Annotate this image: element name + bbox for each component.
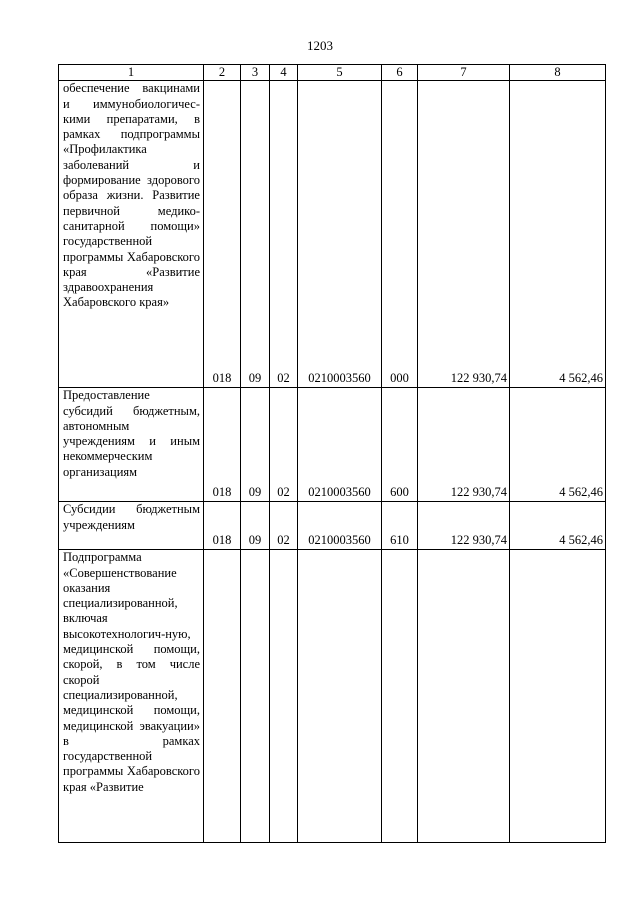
row-target-cell: 0210003560 xyxy=(298,81,382,388)
row-name-cell: обеспечение вакцинами и иммунобиологичес-кими препаратами, в рамках подпрограммы «Профилактика заболеваний и формирование здорового образа жизни. Развитие первичной медико-санитарной помощи» государственной программы Хабаровского края «Развитие здравоохранения Хабаровского края» xyxy=(59,81,204,388)
header-cell: 6 xyxy=(382,65,418,81)
row-code-cell: 018 xyxy=(204,81,241,388)
header-cell: 3 xyxy=(241,65,270,81)
table-row xyxy=(59,81,606,388)
row-amount-cell xyxy=(418,550,510,843)
row-name-cell: Предоставление субсидий бюджетным, автономным учреждениям и иным некоммерческим организациям xyxy=(59,388,204,502)
row-amount-cell: 4 562,46 xyxy=(510,502,606,550)
row-amount-cell: 4 562,46 xyxy=(510,388,606,502)
row-target-cell: 0210003560 xyxy=(298,388,382,502)
header-cell: 2 xyxy=(204,65,241,81)
budget-table xyxy=(58,64,606,843)
header-cell: 1 xyxy=(59,65,204,81)
row-type-cell: 610 xyxy=(382,502,418,550)
table-row xyxy=(59,502,606,550)
row-section-cell xyxy=(241,550,270,843)
row-amount-cell xyxy=(510,550,606,843)
row-section-cell: 09 xyxy=(241,388,270,502)
row-type-cell: 600 xyxy=(382,388,418,502)
table-row xyxy=(59,550,606,843)
row-name-cell: Подпрограмма «Совершенствование оказания специализированной, включая высокотехнологич-ную, медицинской помощи, скорой, в том числе скорой специализированной, медицинской помощи, медицинской эвакуации» в рамках государственной программы Хабаровского края «Развитие xyxy=(59,550,204,843)
row-name-cell: Субсидии бюджетным учреждениям xyxy=(59,502,204,550)
row-type-cell xyxy=(382,550,418,843)
page-number: 1203 xyxy=(307,38,333,53)
row-section-cell: 09 xyxy=(241,81,270,388)
row-code-cell: 018 xyxy=(204,388,241,502)
row-amount-cell: 122 930,74 xyxy=(418,388,510,502)
row-amount-cell: 122 930,74 xyxy=(418,502,510,550)
row-subsection-cell: 02 xyxy=(270,81,298,388)
row-code-cell: 018 xyxy=(204,502,241,550)
header-cell: 7 xyxy=(418,65,510,81)
header-cell: 5 xyxy=(298,65,382,81)
row-amount-cell: 122 930,74 xyxy=(418,81,510,388)
row-target-cell xyxy=(298,550,382,843)
row-section-cell: 09 xyxy=(241,502,270,550)
row-subsection-cell xyxy=(270,550,298,843)
row-amount-cell: 4 562,46 xyxy=(510,81,606,388)
row-subsection-cell: 02 xyxy=(270,388,298,502)
table-row xyxy=(59,388,606,502)
header-cell: 4 xyxy=(270,65,298,81)
row-subsection-cell: 02 xyxy=(270,502,298,550)
row-code-cell xyxy=(204,550,241,843)
header-row xyxy=(59,65,606,81)
header-cell: 8 xyxy=(510,65,606,81)
row-target-cell: 0210003560 xyxy=(298,502,382,550)
row-type-cell: 000 xyxy=(382,81,418,388)
